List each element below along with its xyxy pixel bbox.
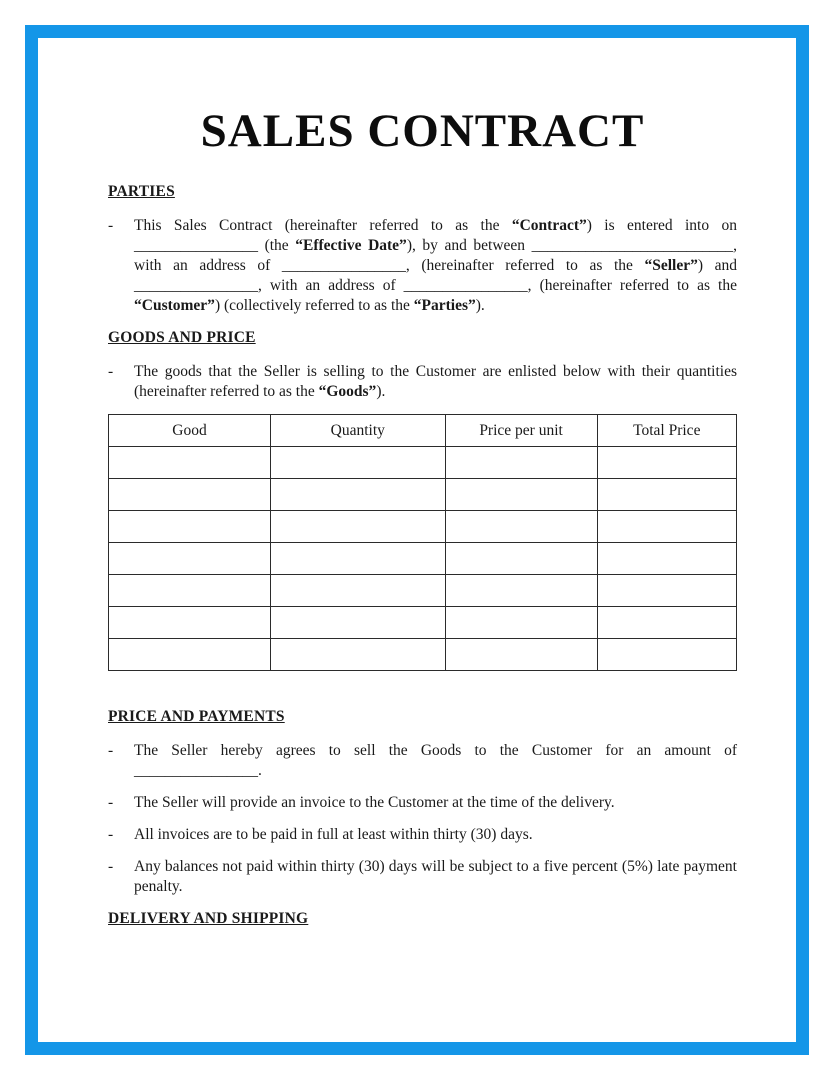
table-row bbox=[109, 447, 737, 479]
bullet-dash: - bbox=[108, 742, 114, 759]
bullet-dash: - bbox=[108, 826, 114, 843]
bullet-item bbox=[108, 825, 737, 845]
table-cell bbox=[271, 543, 446, 575]
bullet-item bbox=[108, 857, 737, 897]
table-header-quantity: Quantity bbox=[271, 415, 446, 447]
table-header-price-per-unit: Price per unit bbox=[445, 415, 597, 447]
table-row bbox=[109, 639, 737, 671]
table-cell bbox=[597, 447, 736, 479]
table-header-row bbox=[109, 415, 737, 447]
parties-clause-text: This Sales Contract (hereinafter referred to as the “Contract”) is entered into on ________________ (the “Effective Date”), by and between __________________________, with an address of ________________, (hereinafter referred to as the “Seller”) and ________________, with an address of ________________, (hereinafter referred to as the “Customer”) (collectively referred to as the “Parties”). bbox=[134, 217, 737, 314]
table-cell bbox=[445, 511, 597, 543]
table-cell bbox=[271, 575, 446, 607]
bullet-item bbox=[108, 741, 737, 781]
bullet-item bbox=[108, 362, 737, 402]
table-row bbox=[109, 575, 737, 607]
amount-clause-text: The Seller hereby agrees to sell the Goods to the Customer for an amount of ________________. bbox=[134, 742, 737, 779]
section-goods-and-price bbox=[108, 328, 737, 671]
goods-table bbox=[108, 414, 737, 671]
table-cell bbox=[597, 511, 736, 543]
table-cell bbox=[597, 575, 736, 607]
table-cell bbox=[445, 575, 597, 607]
table-cell bbox=[445, 543, 597, 575]
document-page bbox=[38, 38, 796, 1042]
table-cell bbox=[109, 543, 271, 575]
section-delivery-and-shipping bbox=[108, 909, 737, 929]
table-cell bbox=[109, 575, 271, 607]
goods-clause-text: The goods that the Seller is selling to the Customer are enlisted below with their quantities (hereinafter referred to as the “Goods”). bbox=[134, 363, 737, 400]
table-row bbox=[109, 479, 737, 511]
table-cell bbox=[271, 447, 446, 479]
price-and-payments-heading: PRICE AND PAYMENTS bbox=[108, 708, 285, 725]
table-cell bbox=[109, 639, 271, 671]
page-border bbox=[25, 25, 809, 1055]
bullet-item bbox=[108, 793, 737, 813]
table-cell bbox=[597, 607, 736, 639]
table-cell bbox=[109, 511, 271, 543]
bullet-dash: - bbox=[108, 363, 114, 380]
table-cell bbox=[445, 447, 597, 479]
section-price-and-payments bbox=[108, 707, 737, 897]
table-header-total-price: Total Price bbox=[597, 415, 736, 447]
late-penalty-clause-text: Any balances not paid within thirty (30) days will be subject to a five percent (5%) late payment penalty. bbox=[134, 858, 737, 895]
delivery-and-shipping-heading: DELIVERY AND SHIPPING bbox=[108, 910, 309, 927]
document-title: SALES CONTRACT bbox=[200, 105, 645, 157]
bullet-dash: - bbox=[108, 858, 114, 875]
parties-heading: PARTIES bbox=[108, 183, 175, 200]
bullet-dash: - bbox=[108, 794, 114, 811]
table-cell bbox=[597, 479, 736, 511]
goods-and-price-heading: GOODS AND PRICE bbox=[108, 329, 256, 346]
table-row bbox=[109, 607, 737, 639]
table-cell bbox=[597, 639, 736, 671]
table-cell bbox=[597, 543, 736, 575]
table-cell bbox=[271, 479, 446, 511]
table-cell bbox=[109, 447, 271, 479]
table-cell bbox=[109, 607, 271, 639]
table-row bbox=[109, 543, 737, 575]
table-header-good: Good bbox=[109, 415, 271, 447]
invoice-clause-text: The Seller will provide an invoice to the Customer at the time of the delivery. bbox=[134, 794, 615, 811]
table-cell bbox=[445, 479, 597, 511]
payment-terms-clause-text: All invoices are to be paid in full at least within thirty (30) days. bbox=[134, 826, 533, 843]
section-parties bbox=[108, 182, 737, 316]
table-cell bbox=[271, 639, 446, 671]
bullet-item bbox=[108, 216, 737, 316]
goods-table-body bbox=[109, 447, 737, 671]
table-cell bbox=[109, 479, 271, 511]
table-cell bbox=[445, 607, 597, 639]
table-cell bbox=[271, 511, 446, 543]
table-cell bbox=[445, 639, 597, 671]
bullet-dash: - bbox=[108, 217, 114, 234]
table-cell bbox=[271, 607, 446, 639]
table-row bbox=[109, 511, 737, 543]
